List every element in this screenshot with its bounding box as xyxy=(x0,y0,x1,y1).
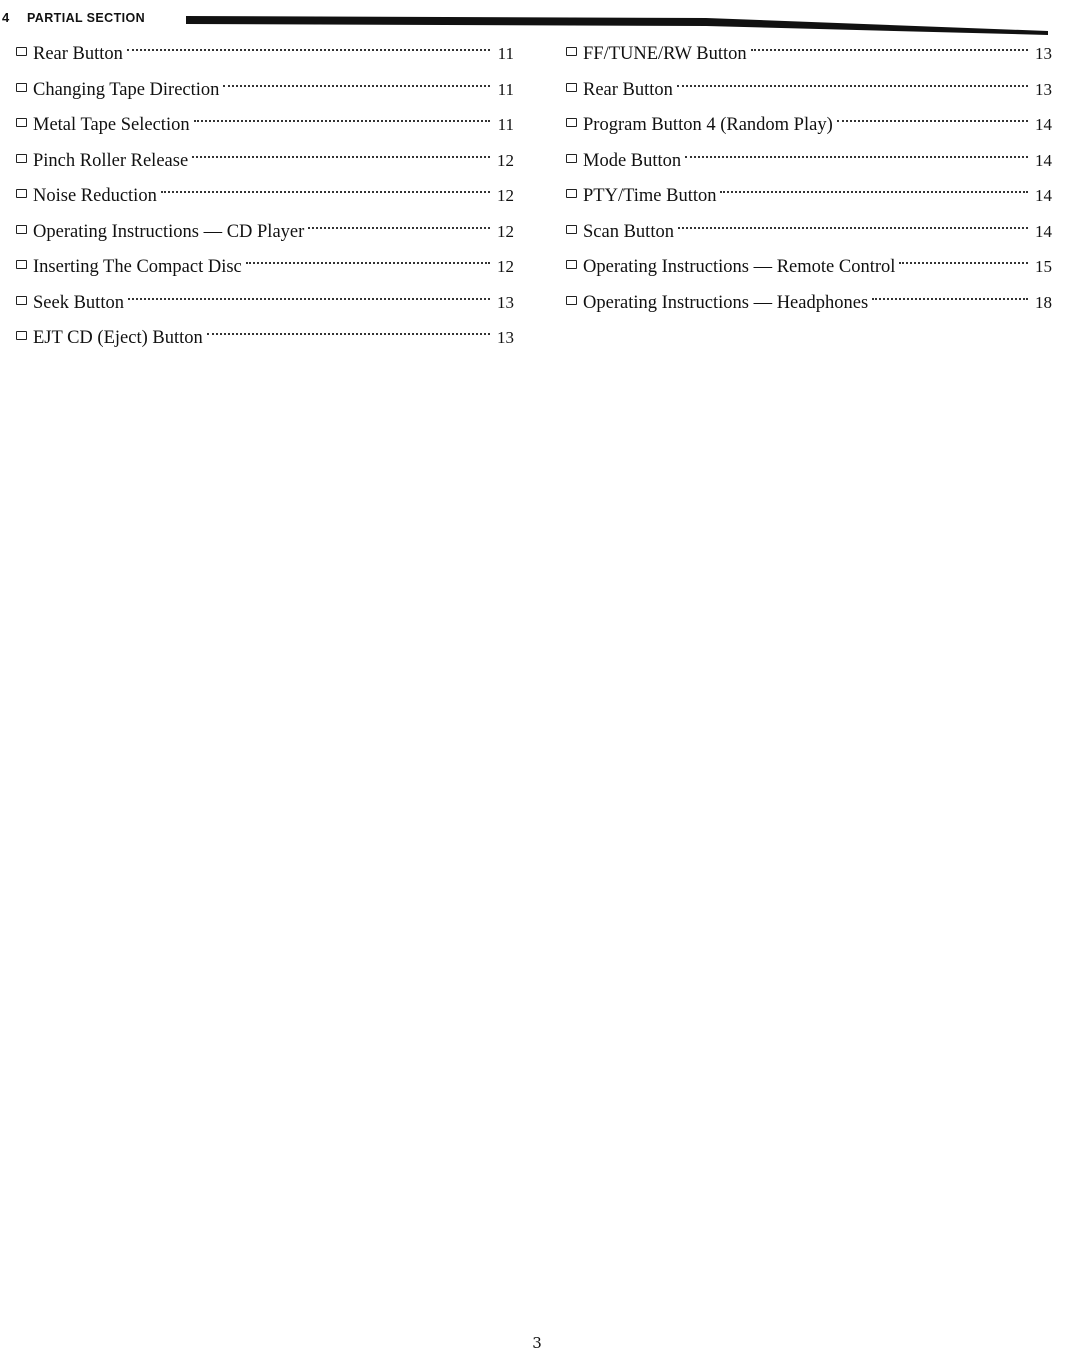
dot-leader xyxy=(207,332,490,335)
toc-entry-title: Program Button 4 (Random Play) xyxy=(583,115,833,135)
dot-leader xyxy=(872,297,1028,300)
checkbox-icon xyxy=(16,331,27,340)
toc-entry-title: EJT CD (Eject) Button xyxy=(33,328,203,348)
dot-leader xyxy=(837,119,1028,122)
dot-leader xyxy=(194,119,490,122)
toc-entry[interactable] xyxy=(566,249,1052,285)
toc-entry-title: Pinch Roller Release xyxy=(33,150,189,171)
toc-entry-title: Operating Instructions — Remote Control xyxy=(583,257,896,277)
page-number: 3 xyxy=(532,1334,542,1352)
toc-entry[interactable] xyxy=(16,36,514,72)
checkbox-icon xyxy=(16,47,27,56)
checkbox-icon xyxy=(566,118,577,127)
section-header xyxy=(0,8,1074,38)
toc-entry-page: 12 xyxy=(497,186,514,205)
toc-entry-title: PTY/Time Button xyxy=(583,186,717,206)
checkbox-icon xyxy=(16,189,27,198)
toc-entry-title: Operating Instructions — CD Player xyxy=(33,221,305,242)
checkbox-icon xyxy=(566,260,577,269)
toc-entry-title: Operating Instructions — Headphones xyxy=(583,292,869,313)
toc-entry-title: Rear Button xyxy=(33,44,123,64)
toc-entry-page: 18 xyxy=(1035,292,1052,312)
toc-entry[interactable] xyxy=(566,36,1052,72)
toc-right-column xyxy=(566,36,1052,320)
toc-entry-page: 11 xyxy=(497,44,514,63)
dot-leader xyxy=(678,226,1028,229)
toc-entry[interactable] xyxy=(16,214,514,250)
toc-entry[interactable] xyxy=(16,178,514,214)
toc-entry[interactable] xyxy=(16,285,514,321)
toc-entry[interactable] xyxy=(16,72,514,108)
checkbox-icon xyxy=(16,260,27,269)
toc-left-column xyxy=(16,36,514,356)
toc-entry-title: Changing Tape Direction xyxy=(33,79,220,100)
dot-leader xyxy=(223,84,490,87)
dot-leader xyxy=(192,155,490,158)
dot-leader xyxy=(720,190,1028,193)
dot-leader xyxy=(751,48,1028,51)
toc-entry[interactable] xyxy=(566,214,1052,250)
dot-leader xyxy=(899,261,1028,264)
toc-entry-title: Scan Button xyxy=(583,221,674,242)
toc-entry-title: Mode Button xyxy=(583,150,682,171)
section-number: 4 xyxy=(2,10,10,25)
dot-leader xyxy=(685,155,1028,158)
toc-entry-page: 13 xyxy=(497,328,514,347)
section-title: PARTIAL SECTION xyxy=(27,11,146,25)
toc-entry-title: Inserting The Compact Disc xyxy=(33,257,242,277)
toc-entry-page: 12 xyxy=(497,150,514,170)
toc-entry-page: 14 xyxy=(1035,150,1052,170)
dot-leader xyxy=(308,226,490,229)
toc-entry-page: 13 xyxy=(1035,44,1052,63)
checkbox-icon xyxy=(566,189,577,198)
toc-entry-page: 13 xyxy=(497,292,514,312)
checkbox-icon xyxy=(16,154,27,163)
toc-entry-page: 13 xyxy=(1035,79,1052,99)
dot-leader xyxy=(161,190,490,193)
toc-entry[interactable] xyxy=(566,285,1052,321)
toc-entry[interactable] xyxy=(16,320,514,356)
toc-entry-title: FF/TUNE/RW Button xyxy=(583,44,747,64)
toc-entry-page: 12 xyxy=(497,257,514,276)
toc-entry[interactable] xyxy=(566,72,1052,108)
toc-entry-page: 11 xyxy=(497,79,514,99)
toc-entry-title: Seek Button xyxy=(33,292,124,313)
toc-entry[interactable] xyxy=(16,249,514,285)
toc-entry-page: 11 xyxy=(497,115,514,134)
dot-leader xyxy=(127,48,490,51)
toc-entry-page: 14 xyxy=(1035,221,1052,241)
toc-entry-page: 14 xyxy=(1035,186,1052,205)
toc-entry-title: Rear Button xyxy=(583,79,673,100)
header-rule-bar xyxy=(186,13,1048,35)
dot-leader xyxy=(246,261,490,264)
dot-leader xyxy=(128,297,490,300)
checkbox-icon xyxy=(16,225,27,234)
toc-entry[interactable] xyxy=(16,143,514,179)
checkbox-icon xyxy=(566,154,577,163)
toc-entry[interactable] xyxy=(566,178,1052,214)
toc-entry-title: Metal Tape Selection xyxy=(33,115,190,135)
checkbox-icon xyxy=(16,118,27,127)
toc-entry[interactable] xyxy=(16,107,514,143)
toc-entry-page: 12 xyxy=(497,221,514,241)
dot-leader xyxy=(677,84,1028,87)
toc-entry-title: Noise Reduction xyxy=(33,186,157,206)
toc-entry[interactable] xyxy=(566,143,1052,179)
toc-entry[interactable] xyxy=(566,107,1052,143)
toc-entry-page: 15 xyxy=(1035,257,1052,276)
checkbox-icon xyxy=(16,296,27,305)
checkbox-icon xyxy=(566,225,577,234)
checkbox-icon xyxy=(16,83,27,92)
checkbox-icon xyxy=(566,83,577,92)
checkbox-icon xyxy=(566,47,577,56)
toc-entry-page: 14 xyxy=(1035,115,1052,134)
checkbox-icon xyxy=(566,296,577,305)
